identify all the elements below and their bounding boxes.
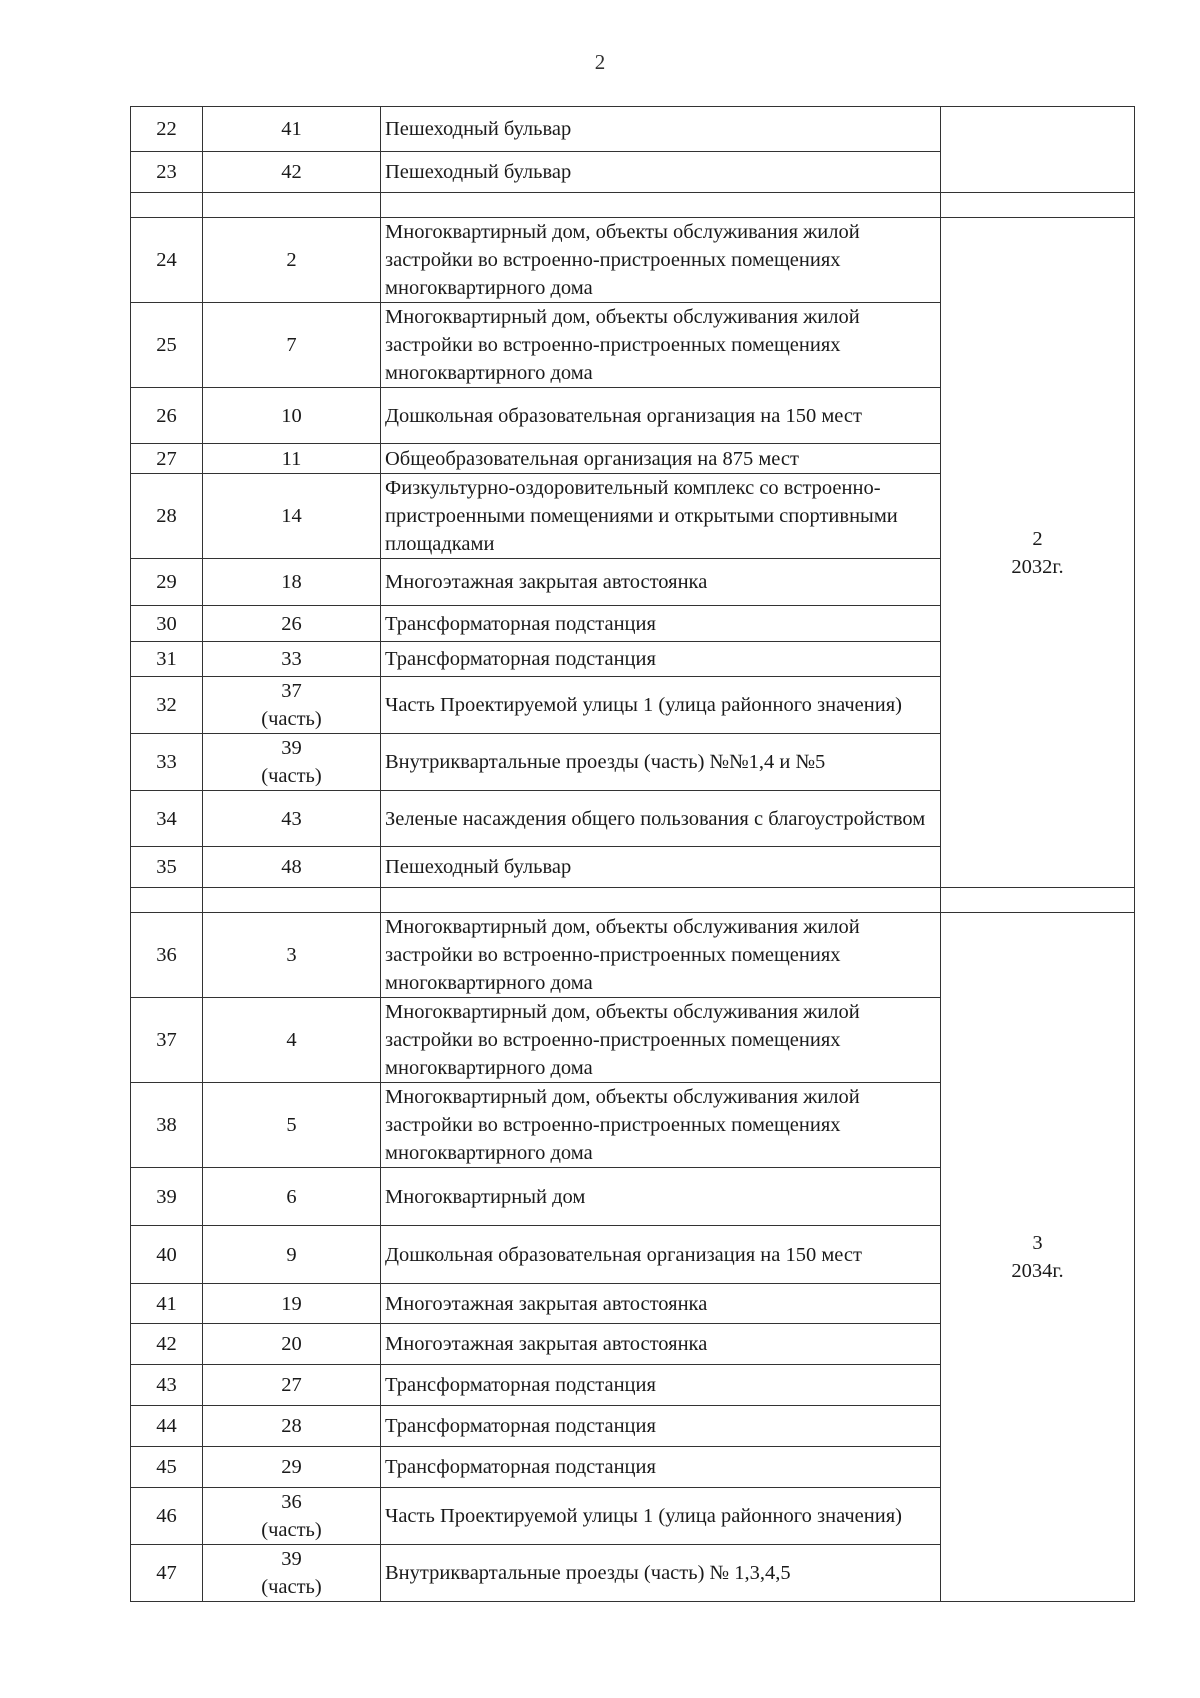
plot-number: 9 — [203, 1226, 381, 1284]
object-description: Трансформаторная подстанция — [381, 642, 941, 677]
plot-number: 19 — [203, 1284, 381, 1324]
table-row — [131, 107, 1135, 152]
table-row — [131, 218, 1135, 303]
plot-number: 43 — [203, 791, 381, 847]
row-number: 44 — [131, 1406, 203, 1447]
plot-number-cell — [203, 1488, 381, 1545]
stage-number: 2 — [1032, 527, 1043, 550]
object-description: Физкультурно-оздоровительный комплекс со встроенно-пристроенными помещениями и открытыми спортивными площадками — [381, 474, 941, 559]
row-number: 36 — [131, 913, 203, 998]
plot-number: 5 — [203, 1083, 381, 1168]
plot-number: 28 — [203, 1406, 381, 1447]
stage-number: 3 — [1032, 1232, 1043, 1254]
stages-table — [130, 106, 1135, 1602]
object-description: Общеобразовательная организация на 875 мест — [381, 444, 941, 474]
row-number: 46 — [131, 1488, 203, 1545]
plot-number: 39 — [281, 737, 302, 759]
row-number: 35 — [131, 847, 203, 888]
object-description: Зеленые насаждения общего пользования с благоустройством — [381, 791, 941, 847]
stage-cell — [941, 218, 1135, 888]
plot-number: 41 — [203, 107, 381, 152]
object-description: Многоквартирный дом, объекты обслуживания жилой застройки во встроенно-пристроенных помещениях многоквартирного дома — [381, 913, 941, 998]
row-number: 26 — [131, 388, 203, 444]
plot-note: (часть) — [261, 1519, 322, 1541]
object-description: Многоквартирный дом, объекты обслуживания жилой застройки во встроенно-пристроенных помещениях многоквартирного дома — [381, 1083, 941, 1168]
plot-number: 2 — [203, 218, 381, 303]
row-number: 33 — [131, 734, 203, 791]
object-description: Часть Проектируемой улицы 1 (улица районного значения) — [381, 677, 941, 734]
stage-cell — [941, 913, 1135, 1602]
plot-number: 37 — [281, 680, 302, 702]
row-number: 23 — [131, 152, 203, 193]
row-number: 28 — [131, 474, 203, 559]
object-description: Внутриквартальные проезды (часть) №№1,4 и №5 — [381, 734, 941, 791]
object-description: Пешеходный бульвар — [381, 152, 941, 193]
plot-number: 39 — [281, 1548, 302, 1570]
object-description: Многоэтажная закрытая автостоянка — [381, 1284, 941, 1324]
table-row — [131, 913, 1135, 998]
row-number: 41 — [131, 1284, 203, 1324]
object-description: Трансформаторная подстанция — [381, 1406, 941, 1447]
plot-note: (часть) — [261, 765, 322, 787]
plot-number: 14 — [203, 474, 381, 559]
plot-number: 27 — [203, 1365, 381, 1406]
object-description: Трансформаторная подстанция — [381, 606, 941, 642]
plot-number: 3 — [203, 913, 381, 998]
row-number: 40 — [131, 1226, 203, 1284]
plot-number: 33 — [203, 642, 381, 677]
row-number: 31 — [131, 642, 203, 677]
object-description: Многоквартирный дом, объекты обслуживания жилой застройки во встроенно-пристроенных помещениях многоквартирного дома — [381, 303, 941, 388]
plot-number: 18 — [203, 559, 381, 606]
plot-number: 42 — [203, 152, 381, 193]
object-description: Многоэтажная закрытая автостоянка — [381, 1324, 941, 1365]
object-description: Трансформаторная подстанция — [381, 1365, 941, 1406]
object-description: Часть Проектируемой улицы 1 (улица районного значения) — [381, 1488, 941, 1545]
row-number: 38 — [131, 1083, 203, 1168]
object-description: Многоквартирный дом, объекты обслуживания жилой застройки во встроенно-пристроенных помещениях многоквартирного дома — [381, 218, 941, 303]
row-number: 39 — [131, 1168, 203, 1226]
row-number: 25 — [131, 303, 203, 388]
plot-number: 10 — [203, 388, 381, 444]
plot-number: 26 — [203, 606, 381, 642]
row-number: 29 — [131, 559, 203, 606]
row-number: 42 — [131, 1324, 203, 1365]
object-description: Дошкольная образовательная организация на 150 мест — [381, 388, 941, 444]
stage-cell-empty — [941, 107, 1135, 193]
object-description: Трансформаторная подстанция — [381, 1447, 941, 1488]
stage-year: 2032г. — [1011, 555, 1064, 578]
row-number: 43 — [131, 1365, 203, 1406]
object-description: Внутриквартальные проезды (часть) № 1,3,4,5 — [381, 1545, 941, 1602]
object-description: Многоэтажная закрытая автостоянка — [381, 559, 941, 606]
row-number: 45 — [131, 1447, 203, 1488]
row-number: 24 — [131, 218, 203, 303]
plot-number: 4 — [203, 998, 381, 1083]
row-number: 34 — [131, 791, 203, 847]
row-number: 32 — [131, 677, 203, 734]
plot-number: 48 — [203, 847, 381, 888]
plot-note: (часть) — [261, 708, 322, 730]
object-description: Многоквартирный дом, объекты обслуживания жилой застройки во встроенно-пристроенных помещениях многоквартирного дома — [381, 998, 941, 1083]
plot-number: 11 — [203, 444, 381, 474]
plot-number: 36 — [281, 1491, 302, 1513]
row-number: 37 — [131, 998, 203, 1083]
page-number: 2 — [594, 50, 606, 74]
object-description: Многоквартирный дом — [381, 1168, 941, 1226]
row-number: 47 — [131, 1545, 203, 1602]
object-description: Пешеходный бульвар — [381, 107, 941, 152]
row-number: 22 — [131, 107, 203, 152]
plot-number: 29 — [203, 1447, 381, 1488]
table-spacer-row — [131, 888, 1135, 913]
object-description: Дошкольная образовательная организация на 150 мест — [381, 1226, 941, 1284]
row-number: 27 — [131, 444, 203, 474]
plot-number: 6 — [203, 1168, 381, 1226]
object-description: Пешеходный бульвар — [381, 847, 941, 888]
plot-number-cell — [203, 1545, 381, 1602]
plot-number-cell — [203, 734, 381, 791]
plot-number: 7 — [203, 303, 381, 388]
row-number: 30 — [131, 606, 203, 642]
plot-note: (часть) — [261, 1576, 322, 1598]
stage-year: 2034г. — [1011, 1260, 1064, 1282]
plot-number: 20 — [203, 1324, 381, 1365]
table-spacer-row — [131, 193, 1135, 218]
plot-number-cell — [203, 677, 381, 734]
